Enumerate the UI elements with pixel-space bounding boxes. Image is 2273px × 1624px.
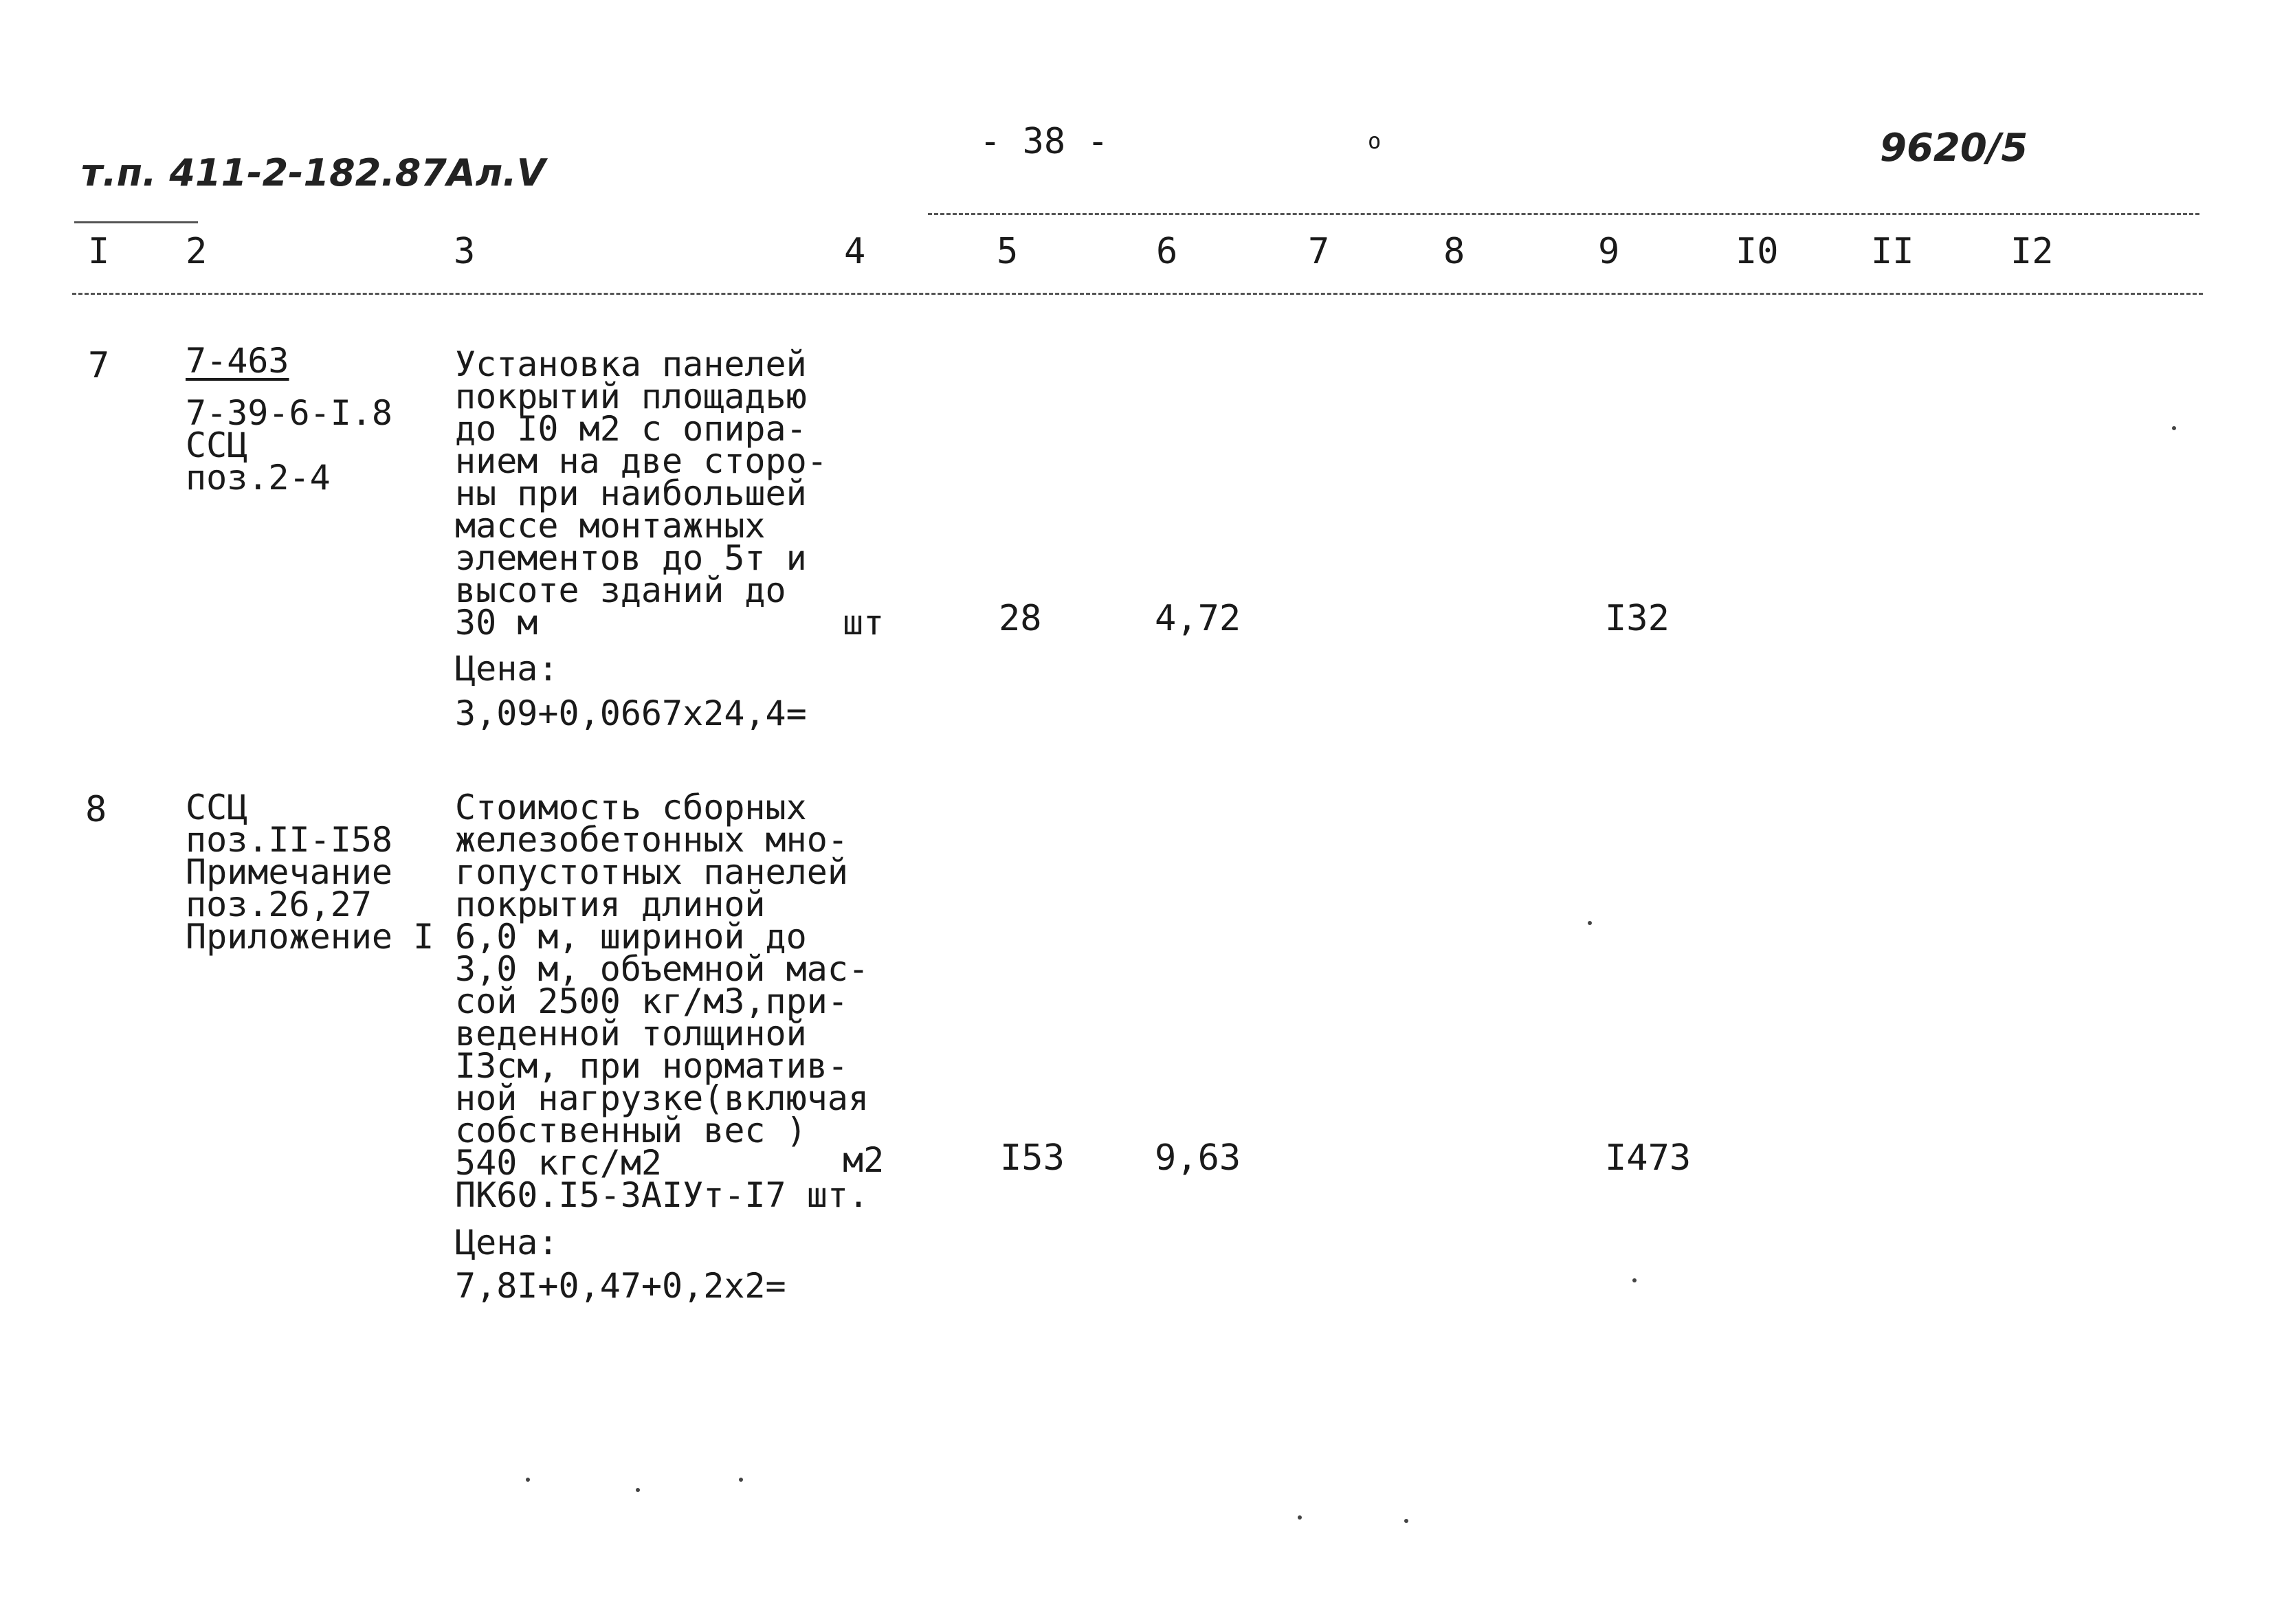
reference-line: поз.2-4 — [186, 458, 331, 498]
description-line: 540 кгс/м2 — [455, 1143, 663, 1183]
scan-speck — [1404, 1519, 1408, 1523]
reference-line: Примечание — [186, 852, 393, 892]
column-header: 2 — [186, 231, 208, 272]
description-line: собственный вес ) — [455, 1111, 807, 1150]
column-header: I0 — [1736, 231, 1779, 272]
document-code: т.п. 411-2-182.87Ал.V — [81, 151, 546, 194]
sheet-code: 9620/5 — [1880, 126, 2028, 170]
row-number: 8 — [85, 789, 107, 830]
description-line: высоте зданий до — [455, 570, 786, 610]
scan-speck — [1632, 1278, 1637, 1282]
column-header: II — [1871, 231, 1914, 272]
reference-main: 7-463 — [186, 341, 289, 381]
reference-line: ССЦ — [186, 425, 248, 465]
scan-speck — [739, 1478, 743, 1482]
unit: м2 — [843, 1140, 885, 1180]
unit-price: 4,72 — [1155, 598, 1241, 639]
description-line: ПК60.I5-3АIУт-I7 шт. — [455, 1175, 869, 1215]
description-line: ны при наибольшей — [455, 474, 807, 513]
unit-price: 9,63 — [1155, 1137, 1241, 1179]
reference-line: поз.26,27 — [186, 885, 372, 924]
scan-speck — [526, 1478, 530, 1482]
small-mark: o — [1368, 128, 1382, 154]
column-header: 9 — [1598, 231, 1620, 272]
description-line: Стоимость сборных — [455, 788, 807, 827]
header-rule-bottom — [72, 293, 2203, 295]
column-header: 7 — [1308, 231, 1330, 272]
description-line: нием на две сторо- — [455, 441, 828, 481]
description-line: железобетонных мно- — [455, 820, 848, 860]
scan-speck — [1588, 921, 1592, 925]
column-header: 8 — [1443, 231, 1465, 272]
column-header: I2 — [2010, 231, 2054, 272]
row-number: 7 — [88, 345, 110, 386]
quantity: 28 — [999, 598, 1042, 639]
header-rule-top — [928, 213, 2199, 215]
reference-line: 7-39-6-I.8 — [186, 393, 393, 433]
description-line: покрытия длиной — [455, 885, 766, 924]
reference-line: поз.II-I58 — [186, 820, 393, 860]
price-formula: 7,8I+0,47+0,2х2= — [455, 1266, 786, 1306]
description-line: ной нагрузке(включая — [455, 1078, 869, 1118]
page-number: - 38 - — [979, 121, 1109, 162]
description-line: покрытий площадью — [455, 377, 807, 416]
column-header: 5 — [997, 231, 1019, 272]
total-cost: I32 — [1605, 598, 1670, 639]
reference-line: Приложение I — [186, 917, 434, 957]
description-line: Установка панелей — [455, 344, 807, 384]
header-rule-left — [74, 221, 198, 223]
column-header: I — [88, 231, 110, 272]
unit: шт — [843, 603, 885, 643]
description-line: массе монтажных — [455, 506, 766, 546]
description-line: до I0 м2 с опира- — [455, 409, 807, 449]
price-label: Цена: — [455, 649, 559, 689]
price-formula: 3,09+0,0667х24,4= — [455, 693, 807, 733]
description-line: 6,0 м, шириной до — [455, 917, 807, 957]
price-label: Цена: — [455, 1223, 559, 1263]
description-line: веденной толщиной — [455, 1014, 807, 1054]
quantity: I53 — [1000, 1137, 1065, 1179]
scan-speck — [2172, 426, 2176, 430]
description-line: сой 2500 кг/м3,при- — [455, 981, 848, 1021]
reference-line: ССЦ — [186, 788, 248, 827]
column-header: 6 — [1156, 231, 1178, 272]
description-line: гопустотных панелей — [455, 852, 848, 892]
scan-speck — [1298, 1515, 1302, 1520]
description-line: 3,0 м, объемной мас- — [455, 949, 869, 989]
description-line: I3см, при норматив- — [455, 1046, 848, 1086]
scan-speck — [636, 1488, 640, 1492]
total-cost: I473 — [1605, 1137, 1692, 1179]
column-header: 3 — [454, 231, 476, 272]
column-header: 4 — [844, 231, 866, 272]
description-line: 30 м — [455, 603, 538, 643]
description-line: элементов до 5т и — [455, 538, 807, 578]
